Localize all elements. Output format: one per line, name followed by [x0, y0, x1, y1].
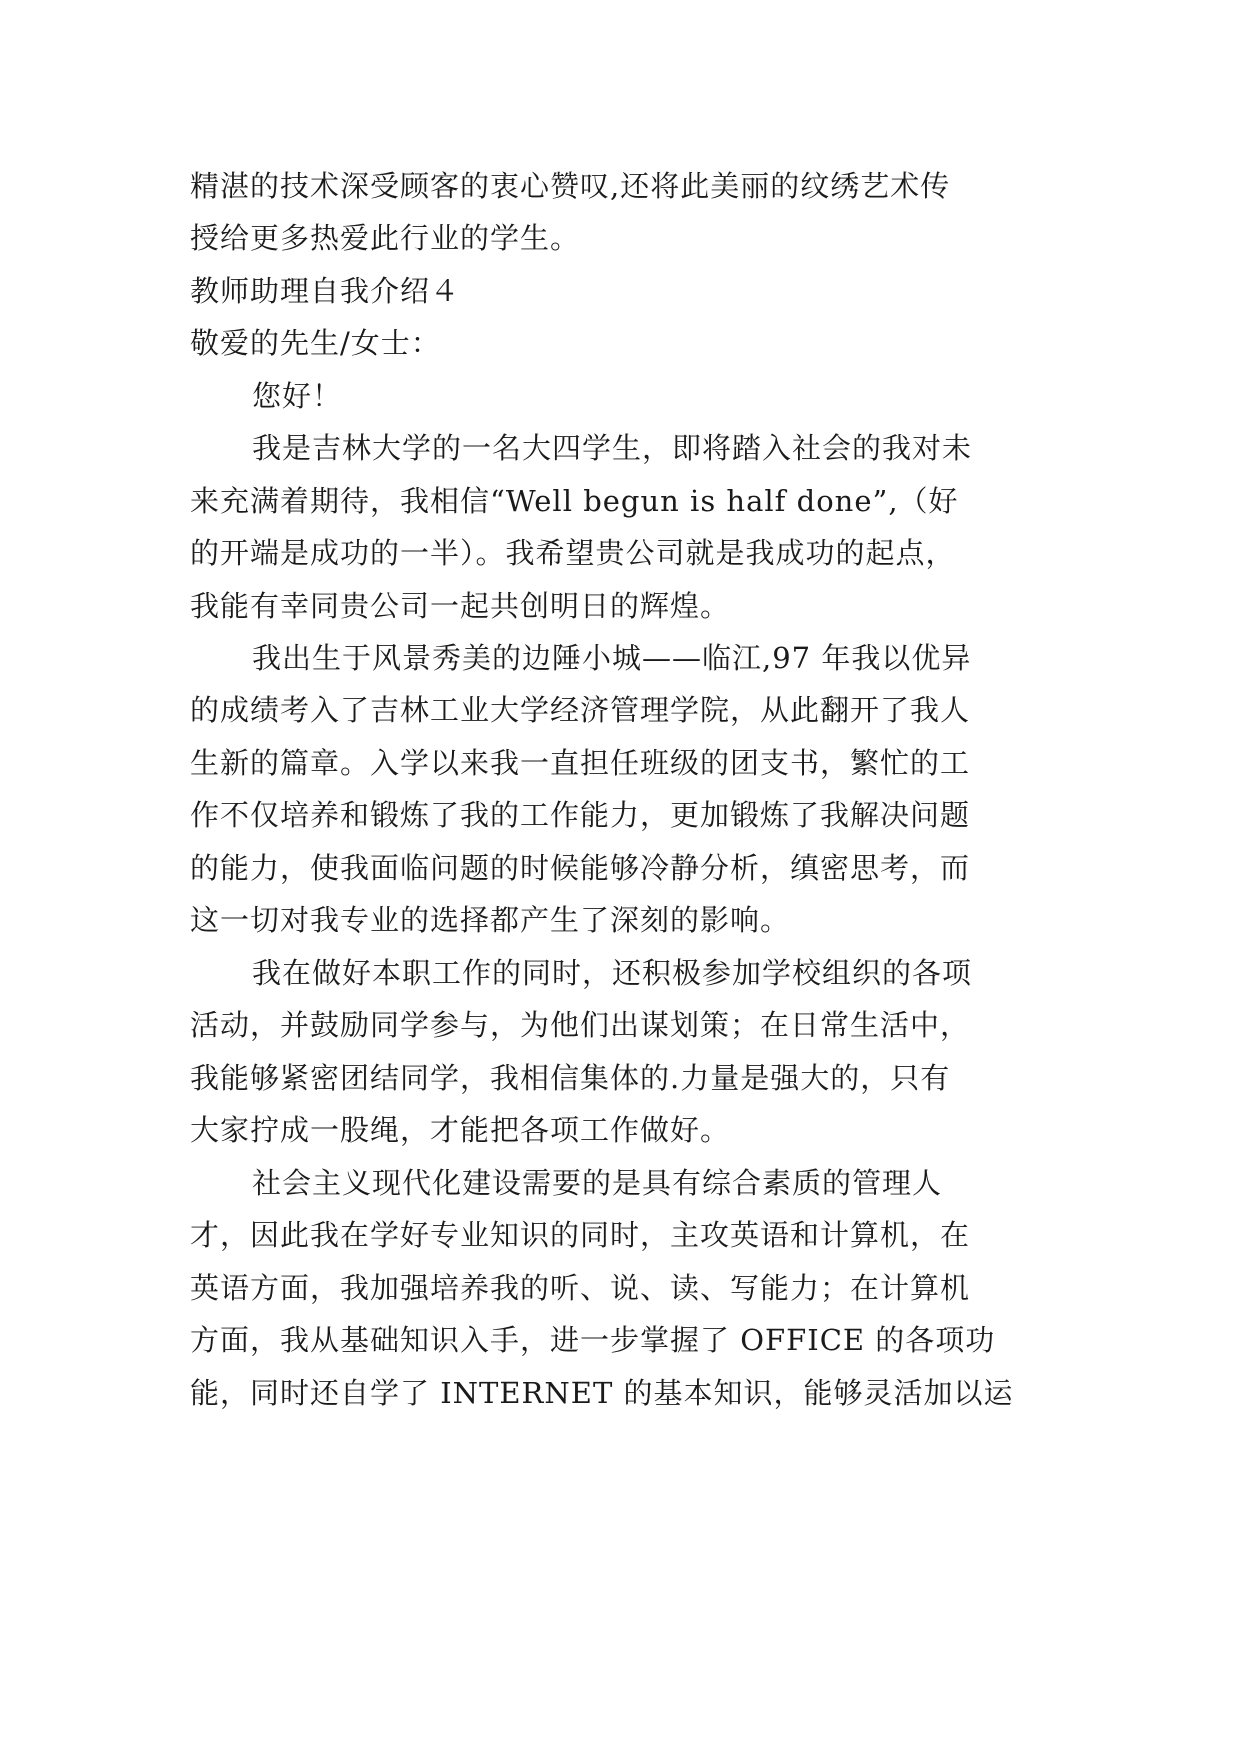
salutation: 敬爱的先生/女士： — [190, 326, 441, 360]
text-line: 这一切对我专业的选择都产生了深刻的影响。 — [190, 903, 791, 937]
text-line: 精湛的技术深受顾客的衷心赞叹,还将此美丽的纹绣艺术传 — [190, 169, 951, 203]
text-line: 我能有幸同贵公司一起共创明日的辉煌。 — [190, 589, 731, 623]
section-heading: 教师助理自我介绍４ — [190, 274, 461, 308]
text-line: 英语方面，我加强培养我的听、说、读、写能力；在计算机 — [190, 1271, 971, 1305]
text-line: 生新的篇章。入学以来我一直担任班级的团支书，繁忙的工 — [190, 746, 971, 780]
text-line: 授给更多热爱此行业的学生。 — [190, 221, 581, 255]
text-line: 我能够紧密团结同学，我相信集体的.力量是强大的，只有 — [190, 1061, 951, 1095]
text-line: 的能力，使我面临问题的时候能够冷静分析，缜密思考，而 — [190, 851, 971, 885]
text-line: 才，因此我在学好专业知识的同时，主攻英语和计算机，在 — [190, 1218, 971, 1252]
greeting: 您好！ — [252, 379, 343, 413]
text-line: 我在做好本职工作的同时，还积极参加学校组织的各项 — [252, 956, 973, 990]
text-line: 能，同时还自学了 INTERNET 的基本知识，能够灵活加以运 — [190, 1376, 1014, 1410]
text-line: 的开端是成功的一半）。我希望贵公司就是我成功的起点， — [190, 536, 956, 570]
text-line: 作不仅培养和锻炼了我的工作能力，更加锻炼了我解决问题 — [190, 798, 971, 832]
text-line: 大家拧成一股绳，才能把各项工作做好。 — [190, 1113, 731, 1147]
text-line: 我是吉林大学的一名大四学生，即将踏入社会的我对未 — [252, 431, 973, 465]
text-line: 我出生于风景秀美的边陲小城——临江,97 年我以优异 — [252, 641, 972, 675]
text-line: 来充满着期待，我相信“Well begun is half done”,（好 — [190, 484, 959, 518]
text-line: 方面，我从基础知识入手，进一步掌握了 OFFICE 的各项功 — [190, 1323, 996, 1357]
text-line: 的成绩考入了吉林工业大学经济管理学院，从此翻开了我人 — [190, 693, 971, 727]
text-line: 活动，并鼓励同学参与，为他们出谋划策；在日常生活中， — [190, 1008, 971, 1042]
text-line: 社会主义现代化建设需要的是具有综合素质的管理人 — [252, 1166, 943, 1200]
